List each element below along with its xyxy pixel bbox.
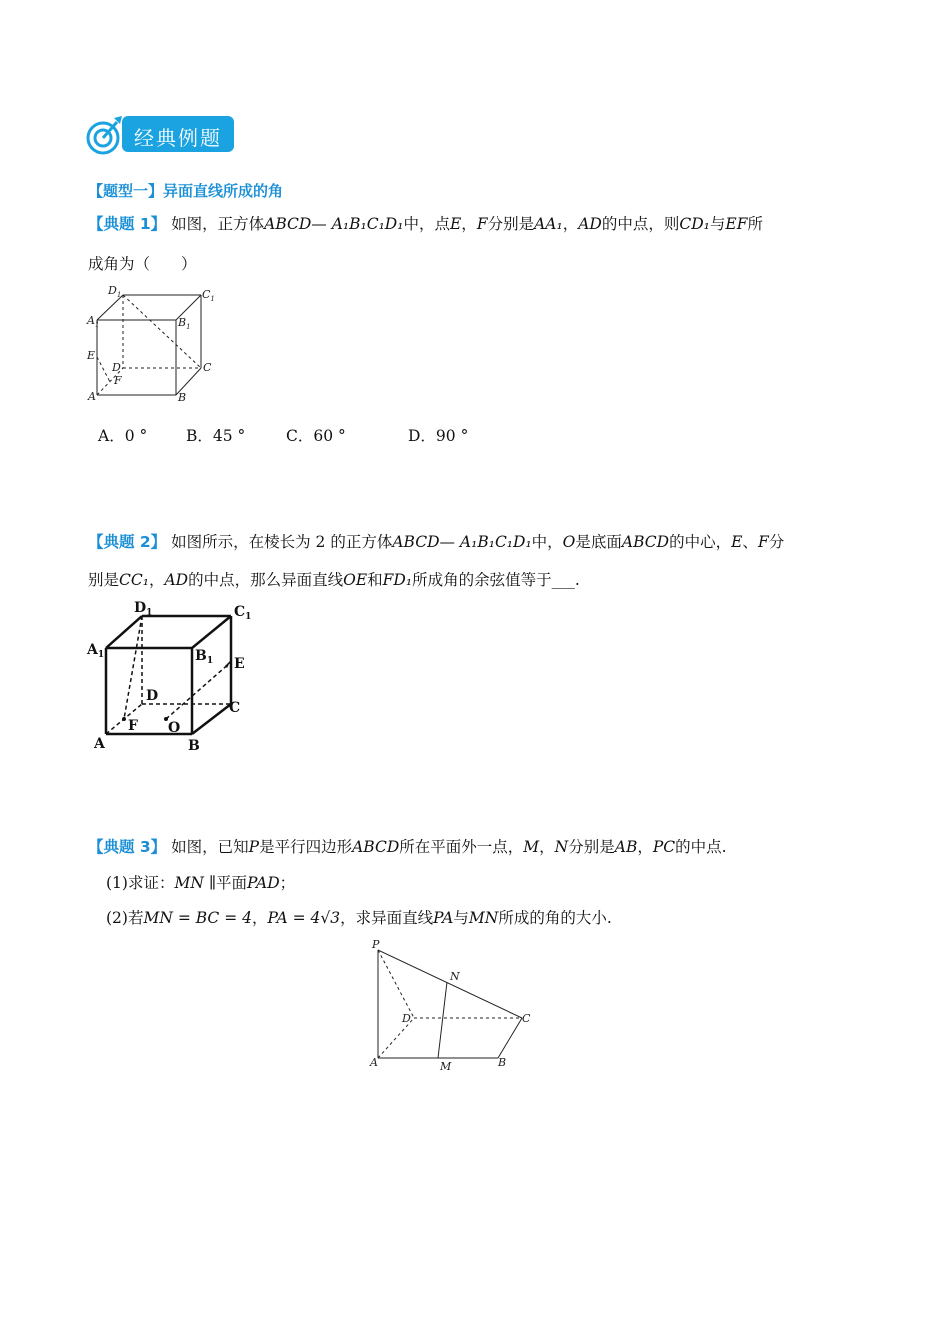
section-banner [84, 112, 236, 156]
label-D: D [402, 1012, 411, 1025]
q2-math: ABCD [621, 533, 670, 551]
label-A1: $A_1$ [87, 642, 105, 660]
banner-title: 经典例题 [134, 126, 222, 150]
q1-text: 与 [709, 215, 726, 233]
q3-text: ， [637, 838, 653, 856]
label-E: E [87, 349, 96, 362]
q1-math: AA₁ [534, 215, 563, 233]
q2-tag: 【典题 2】 [88, 533, 167, 551]
label-C1: $C_1$ [202, 288, 215, 303]
q3-math: PA = 4√3 [267, 909, 341, 927]
label-E: E [234, 656, 245, 672]
label-F: F [128, 718, 138, 734]
q1-text: 如图，正方体 [171, 215, 265, 233]
q2-cube-figure [84, 596, 264, 756]
label-A: A [370, 1056, 378, 1069]
label-O: O [168, 720, 181, 736]
q3-pyramid-figure [364, 936, 544, 1076]
q3-text: ； [279, 874, 296, 892]
q1-math: CD₁ [679, 215, 710, 233]
option-d: D．90 ° [408, 427, 469, 445]
q1-math: ABCD— A₁B₁C₁D₁ [264, 215, 404, 233]
label-C: C [522, 1012, 531, 1025]
q2-text: 分 [768, 533, 785, 551]
option-a: A．0 ° [98, 427, 148, 445]
q2-math: CC₁ [119, 571, 149, 589]
label-D1: $D_1$ [134, 600, 153, 618]
q2-math: O [562, 533, 576, 551]
q2-math: E [731, 533, 743, 551]
q3-math: MN = BC = 4 [143, 909, 252, 927]
label-C: C [229, 700, 241, 716]
q1-math: F [476, 215, 488, 233]
q3-part2 [106, 906, 612, 928]
q2-math: FD₁ [382, 571, 413, 589]
label-D: D [146, 688, 159, 704]
q1-tag: 【典题 1】 [88, 215, 167, 233]
q1-math: EF [725, 215, 748, 233]
q1-text: ， [562, 215, 579, 233]
q3-math: MN ∥ [174, 874, 216, 892]
section-heading: 【题型一】异面直线所成的角 [88, 182, 284, 200]
q1-line2: 成角为（ ） [88, 255, 197, 273]
q2-line2 [88, 568, 580, 590]
q3-text: 平面 [216, 874, 248, 892]
q3-text: 所成的角的大小. [498, 909, 612, 927]
q3-math: ABCD [352, 838, 400, 856]
q3-text: 与 [453, 909, 469, 927]
q3-text: ，求异面直线 [340, 909, 434, 927]
q2-text: 的中心， [669, 533, 732, 551]
q3-text: ， [539, 838, 555, 856]
q3-text: (2)若 [106, 909, 144, 927]
q2-line1 [88, 530, 784, 552]
q3-tag: 【典题 3】 [88, 838, 167, 856]
q2-text: 是底面 [575, 533, 622, 551]
option-b: B．45 ° [186, 427, 246, 445]
label-F: F [114, 374, 122, 387]
label-B1: $B_1$ [178, 316, 191, 331]
q2-text: 别是 [88, 571, 120, 589]
q3-text: 是平行四边形 [259, 838, 353, 856]
q3-math: PC [652, 838, 676, 856]
q2-text: 和 [367, 571, 383, 589]
q3-line1 [88, 835, 727, 857]
q3-math: PA [433, 909, 454, 927]
q3-text: (1)求证： [106, 874, 175, 892]
q2-math: F [757, 533, 769, 551]
q1-math: AD [578, 215, 602, 233]
label-M: M [440, 1060, 452, 1073]
q3-math: AB [614, 838, 638, 856]
q1-math: E [449, 215, 462, 233]
q1-cube-figure [84, 282, 224, 406]
q3-math: P [248, 838, 260, 856]
q2-math: AD [164, 571, 189, 589]
q3-text: 的中点. [675, 838, 727, 856]
label-P: P [372, 938, 380, 951]
q2-text: 如图所示，在棱长为 2 的正方体 [171, 533, 393, 551]
target-icon [84, 114, 124, 156]
q2-math: ABCD— A₁B₁C₁D₁ [392, 533, 532, 551]
q3-text: 如图，已知 [171, 838, 249, 856]
q2-text: ， [148, 571, 165, 589]
q2-text: 所成角的余弦值等于___. [412, 571, 580, 589]
q1-text: 所 [747, 215, 763, 233]
q3-text: 所在平面外一点， [399, 838, 524, 856]
q3-math: MN [468, 909, 499, 927]
label-B: B [188, 738, 200, 754]
q1-line1 [88, 212, 763, 234]
q2-text: 的中点，那么异面直线 [188, 571, 344, 589]
banner-box [122, 116, 234, 152]
label-B: B [178, 391, 187, 404]
q2-text: 、 [742, 533, 758, 551]
option-c: C．60 ° [286, 427, 346, 445]
q3-math: PAD [247, 874, 280, 892]
label-C1: $C_1$ [234, 604, 252, 622]
label-B1: $B_1$ [195, 648, 214, 666]
q1-text: ， [461, 215, 477, 233]
q3-math: M [523, 838, 540, 856]
label-A: A [94, 736, 105, 752]
q1-text: 中，点 [403, 215, 450, 233]
label-N: N [450, 970, 460, 983]
label-D: D [112, 361, 121, 374]
q1-text: 分别是 [487, 215, 535, 233]
q1-text: 的中点，则 [601, 215, 680, 233]
label-D1: $D_1$ [108, 284, 122, 299]
q3-text: ， [251, 909, 268, 927]
label-A: A [88, 390, 96, 403]
q2-math: OE [343, 571, 368, 589]
q3-text: 分别是 [568, 838, 615, 856]
q3-part1 [106, 871, 295, 893]
q2-text: 中， [531, 533, 563, 551]
label-C: C [203, 361, 212, 374]
label-B: B [498, 1056, 507, 1069]
label-A1: $A_1$ [87, 314, 100, 329]
q3-math: N [554, 838, 569, 856]
